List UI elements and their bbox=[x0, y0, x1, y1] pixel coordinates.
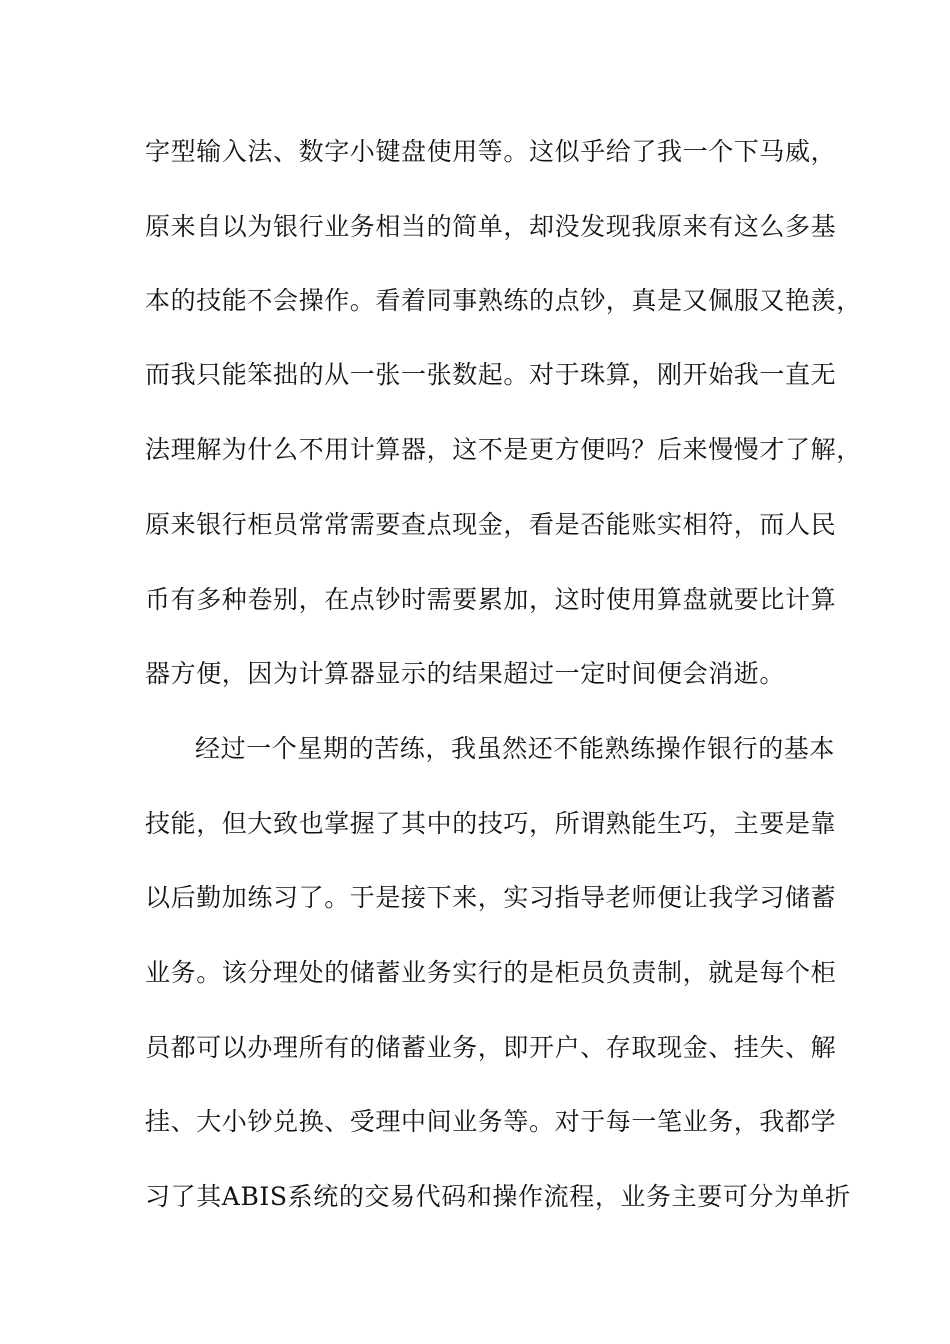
text-line-2: 原来自以为银行业务相当的简单，却没发现我原来有这么多基 bbox=[145, 212, 837, 241]
text-line-14: 挂、大小钞兑换、受理中间业务等。对于每一笔业务，我都学 bbox=[145, 1107, 837, 1136]
text-line-4: 而我只能笨拙的从一张一张数起。对于珠算，刚开始我一直无 bbox=[145, 360, 837, 389]
text-line-13: 员都可以办理所有的储蓄业务，即开户、存取现金、挂失、解 bbox=[145, 1033, 837, 1062]
text-line-7: 币有多种卷别，在点钞时需要累加，这时使用算盘就要比计算 bbox=[145, 585, 837, 614]
text-line-5: 法理解为什么不用计算器，这不是更方便吗？后来慢慢才了解， bbox=[145, 435, 862, 464]
paragraph-start-line: 经过一个星期的苦练，我虽然还不能熟练操作银行的基本 bbox=[195, 734, 836, 763]
text-line-8: 器方便，因为计算器显示的结果超过一定时间便会消逝。 bbox=[145, 659, 786, 688]
text-line-6: 原来银行柜员常常需要查点现金，看是否能账实相符，而人民 bbox=[145, 510, 837, 539]
text-line-1: 字型输入法、数字小键盘使用等。这似乎给了我一个下马威， bbox=[145, 137, 837, 166]
text-line-11: 以后勤加练习了。于是接下来，实习指导老师便让我学习储蓄 bbox=[145, 883, 837, 912]
text-line-10: 技能，但大致也掌握了其中的技巧，所谓熟能生巧，主要是靠 bbox=[145, 809, 837, 838]
text-line-3: 本的技能不会操作。看着同事熟练的点钞，真是又佩服又艳羡， bbox=[145, 286, 862, 315]
text-line-12: 业务。该分理处的储蓄业务实行的是柜员负责制，就是每个柜 bbox=[145, 958, 837, 987]
text-line-15: 习了其ABIS系统的交易代码和操作流程，业务主要可分为单折 bbox=[145, 1182, 851, 1211]
